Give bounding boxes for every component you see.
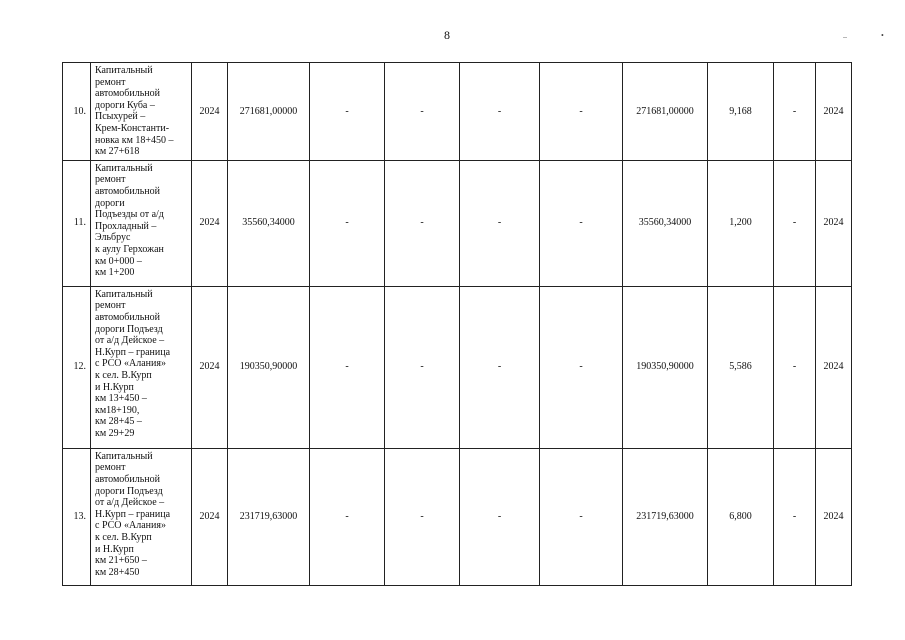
object-name-line: ремонт [95, 300, 126, 312]
object-name-line: к сел. В.Курп [95, 531, 152, 543]
object-name-line: ремонт [95, 174, 126, 186]
start-year-cell: 2024 [192, 448, 228, 585]
object-name-line: Капитальный [95, 450, 153, 462]
object-name-line: дороги [95, 197, 125, 209]
scan-mark: .. [843, 31, 847, 40]
amount-cell: 231719,63000 [623, 448, 708, 585]
object-name-cell [91, 448, 192, 585]
table-row [63, 448, 852, 585]
object-name-line: км 27+618 [95, 146, 140, 158]
object-name-line: Прохладный – [95, 220, 157, 232]
table-row [63, 63, 852, 161]
object-name-line: от а/д Дейское – [95, 497, 165, 509]
length-cell: 5,586 [708, 286, 774, 448]
table-row [63, 160, 852, 286]
object-name-cell [91, 160, 192, 286]
object-name-line: км 13+450 – [95, 393, 147, 405]
total-cost-cell: 190350,90000 [228, 286, 310, 448]
start-year-cell: 2024 [192, 160, 228, 286]
object-name-line: новка км 18+450 – [95, 134, 174, 146]
start-year-cell: 2024 [192, 63, 228, 161]
scan-mark: • [881, 31, 884, 40]
object-name-line: к сел. В.Курп [95, 369, 152, 381]
empty-value-cell: - [385, 286, 460, 448]
amount-cell: 35560,34000 [623, 160, 708, 286]
object-name-line: автомобильной [95, 185, 160, 197]
object-name-line: км 0+000 – [95, 255, 142, 267]
object-name-line: автомобильной [95, 88, 160, 100]
empty-value-cell: - [540, 160, 623, 286]
table-row [63, 286, 852, 448]
length-cell: 6,800 [708, 448, 774, 585]
object-name-line: и Н.Курп [95, 543, 134, 555]
row-number-cell: 11. [63, 160, 91, 286]
object-name-line: км 29+29 [95, 427, 135, 439]
object-name-cell [91, 63, 192, 161]
empty-value-cell: - [540, 63, 623, 161]
length-cell: 9,168 [708, 63, 774, 161]
object-name-line: дороги Подъезд [95, 485, 163, 497]
object-name-line: Капитальный [95, 65, 153, 76]
object-name-line: Капитальный [95, 288, 153, 300]
empty-value-cell: - [310, 286, 385, 448]
amount-cell: 271681,00000 [623, 63, 708, 161]
empty-value-cell: - [540, 448, 623, 585]
object-name-line: ремонт [95, 76, 126, 88]
works-table [62, 62, 852, 586]
object-name-line: Крем-Константи- [95, 122, 170, 134]
empty-value-cell: - [385, 448, 460, 585]
object-name-line: Капитальный [95, 162, 153, 174]
empty-value-cell: - [460, 63, 540, 161]
object-name-cell [91, 286, 192, 448]
object-name-line: Эльбрус [95, 232, 131, 244]
object-name-line: к аулу Герхожан [95, 243, 164, 255]
end-year-cell: 2024 [816, 448, 852, 585]
empty-value-cell: - [310, 448, 385, 585]
object-name-line: дороги Куба – [95, 99, 155, 111]
empty-value-cell: - [310, 160, 385, 286]
end-year-cell: 2024 [816, 63, 852, 161]
object-name-line: автомобильной [95, 311, 160, 323]
empty-value-cell: - [774, 63, 816, 161]
empty-value-cell: - [385, 160, 460, 286]
object-name-line: ремонт [95, 462, 126, 474]
object-name-line: Подъезды от а/д [95, 209, 164, 221]
empty-value-cell: - [460, 448, 540, 585]
row-number-cell: 10. [63, 63, 91, 161]
object-name-line: с РСО «Алания» [95, 358, 166, 370]
empty-value-cell: - [540, 286, 623, 448]
object-name-line: и Н.Курп [95, 381, 134, 393]
empty-value-cell: - [774, 160, 816, 286]
object-name-line: Псыхурей – [95, 111, 146, 123]
object-name-line: км18+190, [95, 404, 140, 416]
object-name-line: от а/д Дейское – [95, 335, 165, 347]
empty-value-cell: - [310, 63, 385, 161]
object-name-line: км 1+200 [95, 267, 135, 279]
end-year-cell: 2024 [816, 160, 852, 286]
page-number: 8 [444, 28, 450, 42]
total-cost-cell: 35560,34000 [228, 160, 310, 286]
object-name-line: км 28+450 [95, 566, 140, 578]
total-cost-cell: 271681,00000 [228, 63, 310, 161]
empty-value-cell: - [460, 160, 540, 286]
amount-cell: 190350,90000 [623, 286, 708, 448]
end-year-cell: 2024 [816, 286, 852, 448]
empty-value-cell: - [460, 286, 540, 448]
empty-value-cell: - [385, 63, 460, 161]
object-name-line: Н.Курп – граница [95, 508, 171, 520]
start-year-cell: 2024 [192, 286, 228, 448]
length-cell: 1,200 [708, 160, 774, 286]
object-name-line: автомобильной [95, 473, 160, 485]
object-name-line: с РСО «Алания» [95, 520, 166, 532]
total-cost-cell: 231719,63000 [228, 448, 310, 585]
object-name-line: Н.Курп – граница [95, 346, 171, 358]
object-name-line: км 28+45 – [95, 416, 142, 428]
row-number-cell: 13. [63, 448, 91, 585]
object-name-line: км 21+650 – [95, 555, 147, 567]
row-number-cell: 12. [63, 286, 91, 448]
empty-value-cell: - [774, 448, 816, 585]
object-name-line: дороги Подъезд [95, 323, 163, 335]
empty-value-cell: - [774, 286, 816, 448]
